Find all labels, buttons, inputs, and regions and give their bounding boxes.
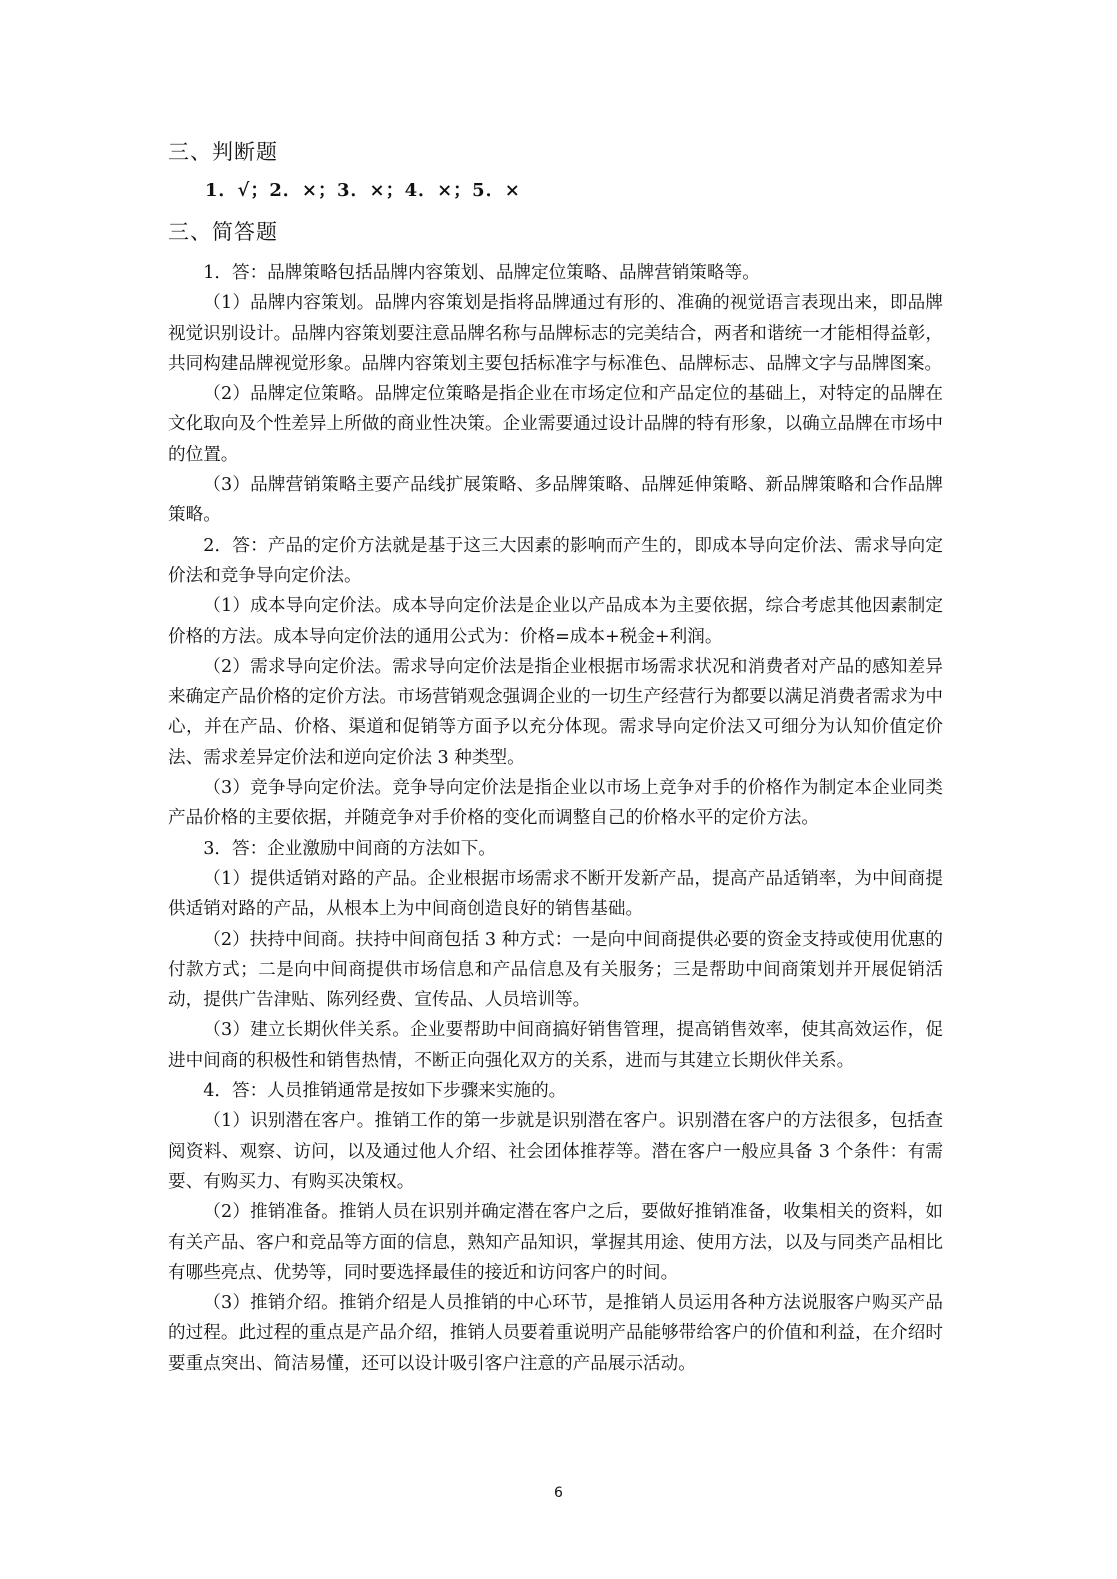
answer-2-item-2: （2）需求导向定价法。需求导向定价法是指企业根据市场需求状况和消费者对产品的感知差异来确定产品价格的定价方法。市场营销观念强调企业的一切生产经营行为都要以满足消费者需求为中心，并在产品、价格、渠道和促销等方面予以充分体现。需求导向定价法又可细分为认知价值定价法、需求差异定价法和逆向定价法 3 种类型。: [168, 656, 943, 768]
answer-1-item-2: （2）品牌定位策略。品牌定位策略是指企业在市场定位和产品定位的基础上，对特定的品牌在文化取向及个性差异上所做的商业性决策。企业需要通过设计品牌的特有形象，以确立品牌在市场中的位置。: [168, 384, 943, 465]
answer-4-item-2: （2）推销准备。推销人员在识别并确定潜在客户之后，要做好推销准备，收集相关的资料，如有关产品、客户和竞品等方面的信息，熟知产品知识，掌握其用途、使用方法，以及与同类产品相比有哪些亮点、优势等，同时要选择最佳的接近和访问客户的时间。: [168, 1202, 943, 1283]
true-false-answers: 1．√；2．×；3．×；4．×；5．×: [205, 180, 521, 201]
answer-3-item-3: （3）建立长期伙伴关系。企业要帮助中间商搞好销售管理，提高销售效率，使其高效运作，促进中间商的积极性和销售热情，不断正向强化双方的关系，进而与其建立长期伙伴关系。: [168, 1020, 943, 1071]
answer-1-item-1: （1）品牌内容策划。品牌内容策划是指将品牌通过有形的、准确的视觉语言表现出来，即品牌视觉识别设计。品牌内容策划要注意品牌名称与品牌标志的完美结合，两者和谐统一才能相得益彰，共同构建品牌视觉形象。品牌内容策划主要包括标准字与标准色、品牌标志、品牌文字与品牌图案。: [168, 293, 943, 374]
answer-3-intro: 3．答：企业激励中间商的方法如下。: [203, 838, 496, 859]
answer-2-item-3: （3）竞争导向定价法。竞争导向定价法是指企业以市场上竞争对手的价格作为制定本企业同类产品价格的主要依据，并随竞争对手价格的变化而调整自己的价格水平的定价方法。: [168, 778, 943, 829]
section-heading-true-false: 三、判断题: [168, 140, 278, 164]
answer-4-item-3: （3）推销介绍。推销介绍是人员推销的中心环节，是推销人员运用各种方法说服客户购买产品的过程。此过程的重点是产品介绍，推销人员要着重说明产品能够带给客户的价值和利益，在介绍时要重点突出、简洁易懂，还可以设计吸引客户注意的产品展示活动。: [168, 1293, 943, 1374]
answer-2-intro: 2．答：产品的定价方法就是基于这三大因素的影响而产生的，即成本导向定价法、需求导向定价法和竞争导向定价法。: [168, 535, 943, 586]
answer-4-intro: 4．答：人员推销通常是按如下步骤来实施的。: [203, 1081, 567, 1102]
answer-4-item-1: （1）识别潜在客户。推销工作的第一步就是识别潜在客户。识别潜在客户的方法很多，包括查阅资料、观察、访问，以及通过他人介绍、社会团体推荐等。潜在客户一般应具备 3 个条件：有需要、有购买力、有购买决策权。: [168, 1111, 943, 1192]
answer-3-item-2: （2）扶持中间商。扶持中间商包括 3 种方式：一是向中间商提供必要的资金支持或使用优惠的付款方式；二是向中间商提供市场信息和产品信息及有关服务；三是帮助中间商策划并开展促销活动，提供广告津贴、陈列经费、宣传品、人员培训等。: [168, 929, 943, 1011]
page-number: 6: [554, 1485, 563, 1501]
answer-1-intro: 1．答：品牌策略包括品牌内容策划、品牌定位策略、品牌营销策略等。: [203, 263, 760, 283]
section-heading-short-answer: 三、简答题: [168, 220, 278, 244]
answer-2-item-1: （1）成本导向定价法。成本导向定价法是企业以产品成本为主要依据，综合考虑其他因素制定价格的方法。成本导向定价法的通用公式为：价格=成本+税金+利润。: [168, 596, 943, 647]
answer-3-item-1: （1）提供适销对路的产品。企业根据市场需求不断开发新产品，提高产品适销率，为中间商提供适销对路的产品，从根本上为中间商创造良好的销售基础。: [168, 868, 943, 920]
short-answer-body: [168, 258, 943, 1379]
answer-1-item-3: （3）品牌营销策略主要产品线扩展策略、多品牌策略、品牌延伸策略、新品牌策略和合作品牌策略。: [168, 475, 943, 526]
